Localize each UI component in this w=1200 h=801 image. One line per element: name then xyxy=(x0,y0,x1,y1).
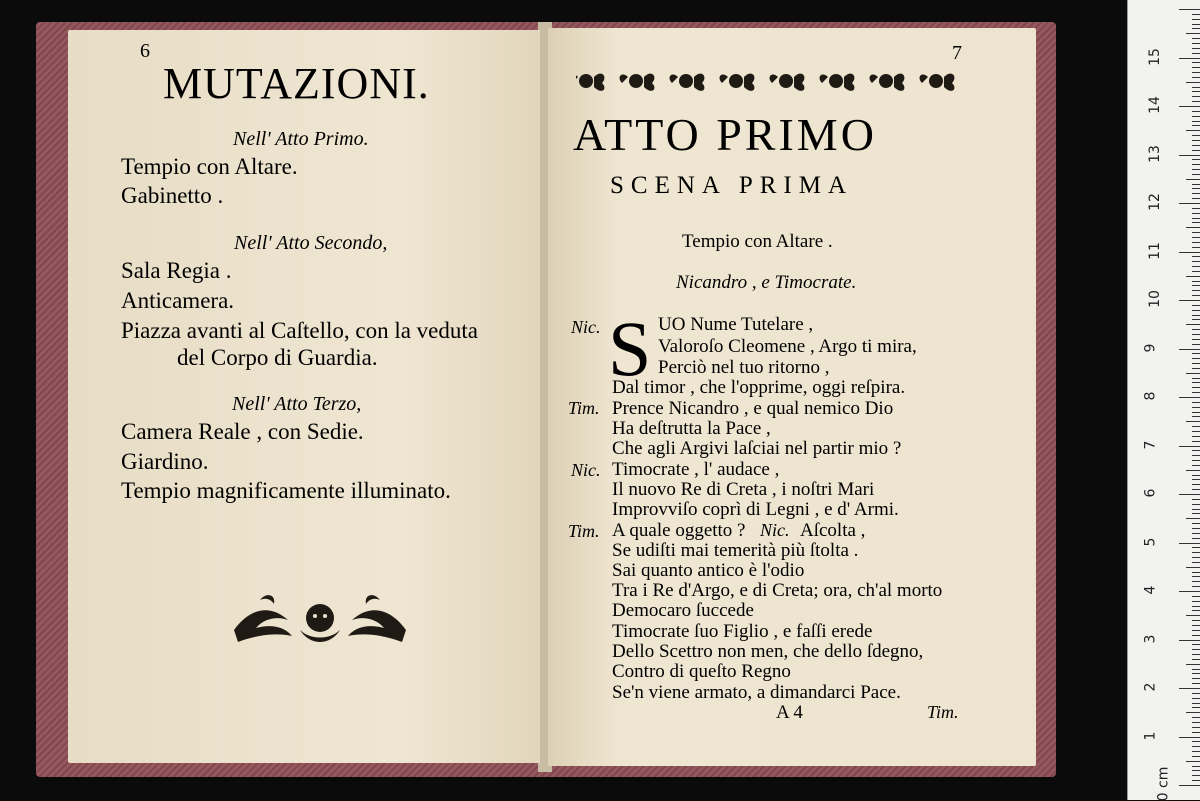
ruler-tick xyxy=(1192,654,1200,655)
ruler-tick xyxy=(1186,82,1200,83)
ruler-tick xyxy=(1192,509,1200,510)
ruler-tick xyxy=(1192,673,1200,674)
verse-line: Democaro ſuccede xyxy=(612,600,754,621)
ruler-label: 0 cm xyxy=(1155,766,1172,801)
ruler-tick xyxy=(1192,140,1200,141)
ruler-tick xyxy=(1192,499,1200,500)
ruler-tick xyxy=(1192,382,1200,383)
verse-line: Tra i Re d'Argo, e di Creta; ora, ch'al morto xyxy=(612,580,943,601)
ruler-tick xyxy=(1192,43,1200,44)
ruler-tick xyxy=(1192,353,1200,354)
ruler-tick xyxy=(1192,727,1200,728)
verse-line: Che agli Argivi laſciai nel partir mio ? xyxy=(612,438,902,459)
verse-line: Contro di queſto Regno xyxy=(612,661,791,682)
ruler-tick xyxy=(1192,135,1200,136)
ruler-label: 6 xyxy=(1142,488,1159,498)
verse-line: A quale oggetto ? xyxy=(612,520,746,541)
section-line: Anticamera. xyxy=(121,288,235,313)
ruler-tick xyxy=(1192,281,1200,282)
ruler-tick xyxy=(1192,460,1200,461)
ruler-label: 7 xyxy=(1142,440,1159,449)
ruler-tick xyxy=(1179,397,1200,398)
ruler-tick xyxy=(1192,412,1200,413)
ruler-tick xyxy=(1186,227,1200,228)
ruler-tick xyxy=(1179,543,1200,544)
ruler-tick xyxy=(1192,62,1200,63)
ruler-tick xyxy=(1192,538,1200,539)
ruler-label: 3 xyxy=(1142,634,1159,643)
verse-line: Prence Nicandro , e qual nemico Dio xyxy=(612,398,894,419)
ruler-tick xyxy=(1192,552,1200,553)
ruler-tick xyxy=(1192,528,1200,529)
ruler-tick xyxy=(1192,426,1200,427)
ruler-tick xyxy=(1192,746,1200,747)
ruler-tick xyxy=(1186,373,1200,374)
stage-setting: Tempio con Altare . xyxy=(682,231,833,252)
section-heading: Nell' Atto Terzo, xyxy=(232,393,362,415)
ruler-label: 8 xyxy=(1142,391,1159,401)
ruler-tick xyxy=(1192,387,1200,388)
ruler-tick xyxy=(1192,218,1200,219)
ruler-label: 11 xyxy=(1146,241,1163,260)
right-page-number: 7 xyxy=(952,42,962,64)
ruler-tick xyxy=(1192,91,1200,92)
speaker-label: Nic. xyxy=(571,317,601,337)
ruler-tick xyxy=(1192,77,1200,78)
ruler-tick xyxy=(1192,596,1200,597)
ruler-tick xyxy=(1192,402,1200,403)
ruler-tick xyxy=(1192,416,1200,417)
ruler-tick xyxy=(1192,213,1200,214)
ruler-tick xyxy=(1192,290,1200,291)
ruler-tick xyxy=(1179,58,1200,59)
ruler-tick xyxy=(1192,465,1200,466)
ruler-tick xyxy=(1179,300,1200,301)
ruler-tick xyxy=(1192,208,1200,209)
verse-line: Improvviſo coprì di Legni , e d' Armi. xyxy=(612,499,899,520)
ruler-tick xyxy=(1186,761,1200,762)
ruler-tick xyxy=(1186,712,1200,713)
ruler-tick xyxy=(1179,9,1200,10)
ruler-tick xyxy=(1186,567,1200,568)
ruler-tick xyxy=(1192,576,1200,577)
ruler-tick xyxy=(1179,591,1200,592)
ruler-tick xyxy=(1192,358,1200,359)
ruler-tick xyxy=(1192,693,1200,694)
verse-line: UO Nume Tutelare , xyxy=(658,314,814,335)
ruler-tick xyxy=(1192,625,1200,626)
ruler-tick xyxy=(1192,732,1200,733)
ruler-tick xyxy=(1179,688,1200,689)
ruler-label: 10 xyxy=(1146,290,1163,308)
ruler-tick xyxy=(1192,450,1200,451)
left-page-number: 6 xyxy=(140,40,150,62)
verse-line: Timocrate ſuo Figlio , e faſſi erede xyxy=(612,621,873,642)
ruler-tick xyxy=(1192,24,1200,25)
verse-line: Dello Scettro non men, che dello ſdegno, xyxy=(612,641,924,662)
verse-line: Dal timor , che l'opprime, oggi reſpira. xyxy=(612,377,906,398)
ruler-tick xyxy=(1192,87,1200,88)
ruler-tick xyxy=(1179,155,1200,156)
ruler-tick xyxy=(1192,193,1200,194)
section-line: del Corpo di Guardia. xyxy=(177,345,378,370)
ruler-tick xyxy=(1192,315,1200,316)
verse-line: Perciò nel tuo ritorno , xyxy=(658,357,830,378)
ruler-tick xyxy=(1192,455,1200,456)
ruler-tick xyxy=(1192,606,1200,607)
ruler-tick xyxy=(1192,14,1200,15)
ruler-tick xyxy=(1192,169,1200,170)
ruler-tick xyxy=(1192,770,1200,771)
ruler-tick xyxy=(1192,479,1200,480)
ruler-tick xyxy=(1192,722,1200,723)
ruler-tick xyxy=(1192,266,1200,267)
ruler-tick xyxy=(1192,630,1200,631)
scene-title: SCENA PRIMA xyxy=(610,172,854,199)
stage-characters: Nicandro , e Timocrate. xyxy=(676,272,857,293)
ruler-tick xyxy=(1192,150,1200,151)
ruler-label: 1 xyxy=(1142,731,1159,740)
ruler-tick xyxy=(1192,678,1200,679)
ruler-tick xyxy=(1192,121,1200,122)
ruler-tick xyxy=(1192,101,1200,102)
measurement-ruler xyxy=(1127,0,1200,800)
ruler-tick xyxy=(1192,368,1200,369)
section-line: Gabinetto . xyxy=(121,183,224,208)
ruler-tick xyxy=(1179,203,1200,204)
ruler-tick xyxy=(1192,232,1200,233)
floral-headpiece-icon xyxy=(576,66,978,96)
ruler-tick xyxy=(1192,649,1200,650)
ruler-tick xyxy=(1192,775,1200,776)
catchword: Tim. xyxy=(927,702,959,722)
ruler-tick xyxy=(1192,557,1200,558)
ruler-tick xyxy=(1186,179,1200,180)
ruler-tick xyxy=(1192,145,1200,146)
ruler-tick xyxy=(1192,703,1200,704)
ruler-tick xyxy=(1192,562,1200,563)
ruler-tick xyxy=(1192,484,1200,485)
ruler-tick xyxy=(1192,242,1200,243)
section-heading: Nell' Atto Primo. xyxy=(233,128,369,150)
left-page-title: MUTAZIONI. xyxy=(163,59,430,108)
ruler-tick xyxy=(1192,339,1200,340)
ruler-tick xyxy=(1179,349,1200,350)
ruler-tick xyxy=(1192,489,1200,490)
ruler-tick xyxy=(1192,644,1200,645)
ruler-tick xyxy=(1192,669,1200,670)
verse-line: Se'n viene armato, a dimandarci Pace. xyxy=(612,682,901,703)
ruler-tick xyxy=(1179,446,1200,447)
ruler-tick xyxy=(1192,19,1200,20)
ruler-tick xyxy=(1192,111,1200,112)
ruler-tick xyxy=(1186,33,1200,34)
ruler-tick xyxy=(1192,305,1200,306)
ruler-tick xyxy=(1192,751,1200,752)
verse-line: Timocrate , l' audace , xyxy=(612,459,780,480)
ruler-tick xyxy=(1192,581,1200,582)
ruler-tick xyxy=(1186,615,1200,616)
ruler-tick xyxy=(1192,436,1200,437)
ruler-tick xyxy=(1192,184,1200,185)
verse-line: Se udiſti mai temerità più ſtolta . xyxy=(612,540,859,561)
verse-line: Sai quanto antico è l'odio xyxy=(612,560,805,581)
ruler-tick xyxy=(1186,324,1200,325)
ruler-tick xyxy=(1192,741,1200,742)
ruler-tick xyxy=(1192,285,1200,286)
section-heading: Nell' Atto Secondo, xyxy=(234,232,388,254)
ruler-tick xyxy=(1186,130,1200,131)
verse-line: Ha deſtrutta la Pace , xyxy=(612,418,771,439)
ruler-tick xyxy=(1192,271,1200,272)
ruler-tick xyxy=(1192,586,1200,587)
section-line: Piazza avanti al Caſtello, con la veduta xyxy=(121,318,478,343)
ruler-tick xyxy=(1192,378,1200,379)
ruler-tick xyxy=(1192,247,1200,248)
ruler-tick xyxy=(1179,494,1200,495)
ruler-tick xyxy=(1192,441,1200,442)
angel-ornament-icon xyxy=(230,590,410,650)
ruler-tick xyxy=(1192,67,1200,68)
ruler-tick xyxy=(1179,785,1200,786)
ruler-label: 5 xyxy=(1142,537,1159,546)
ruler-tick xyxy=(1186,470,1200,471)
ruler-tick xyxy=(1192,601,1200,602)
ruler-tick xyxy=(1192,475,1200,476)
ruler-tick xyxy=(1192,72,1200,73)
ruler-tick xyxy=(1192,363,1200,364)
ruler-tick xyxy=(1192,295,1200,296)
ruler-tick xyxy=(1192,125,1200,126)
ruler-tick xyxy=(1192,116,1200,117)
ruler-tick xyxy=(1192,28,1200,29)
ruler-tick xyxy=(1179,737,1200,738)
ruler-tick xyxy=(1192,620,1200,621)
section-line: Tempio magnificamente illuminato. xyxy=(121,478,451,503)
speaker-label: Nic. xyxy=(760,520,790,540)
ruler-tick xyxy=(1192,174,1200,175)
ruler-tick xyxy=(1179,640,1200,641)
ruler-tick xyxy=(1192,38,1200,39)
ruler-tick xyxy=(1192,96,1200,97)
ruler-tick xyxy=(1192,334,1200,335)
ruler-tick xyxy=(1179,106,1200,107)
ruler-label: 4 xyxy=(1142,585,1159,595)
ruler-tick xyxy=(1192,780,1200,781)
ruler-label: 2 xyxy=(1142,682,1159,692)
ruler-tick xyxy=(1186,421,1200,422)
section-line: Tempio con Altare. xyxy=(121,154,298,179)
ruler-tick xyxy=(1186,518,1200,519)
ruler-tick xyxy=(1192,523,1200,524)
ruler-tick xyxy=(1192,407,1200,408)
ruler-tick xyxy=(1192,164,1200,165)
speaker-label: Nic. xyxy=(571,460,601,480)
ruler-tick xyxy=(1192,344,1200,345)
ruler-tick xyxy=(1192,261,1200,262)
signature-mark: A 4 xyxy=(776,702,803,723)
ruler-tick xyxy=(1192,222,1200,223)
section-line: Giardino. xyxy=(121,449,209,474)
ruler-tick xyxy=(1192,256,1200,257)
ruler-tick xyxy=(1192,707,1200,708)
ruler-tick xyxy=(1192,635,1200,636)
ruler-tick xyxy=(1192,683,1200,684)
verse-line: Il nuovo Re di Creta , i noſtri Mari xyxy=(612,479,875,500)
ruler-tick xyxy=(1192,513,1200,514)
act-title: ATTO PRIMO xyxy=(573,109,877,160)
ruler-tick xyxy=(1192,610,1200,611)
ruler-tick xyxy=(1192,392,1200,393)
verse-line: Aſcolta , xyxy=(800,520,866,541)
ruler-tick xyxy=(1192,188,1200,189)
ruler-label: 9 xyxy=(1142,343,1159,352)
ruler-tick xyxy=(1179,252,1200,253)
ruler-tick xyxy=(1192,198,1200,199)
ruler-tick xyxy=(1192,698,1200,699)
section-line: Sala Regia . xyxy=(121,258,232,283)
speaker-label: Tim. xyxy=(568,398,600,418)
ruler-label: 14 xyxy=(1146,96,1163,114)
ruler-tick xyxy=(1186,664,1200,665)
ruler-tick xyxy=(1192,48,1200,49)
ruler-tick xyxy=(1192,237,1200,238)
speaker-label: Tim. xyxy=(568,521,600,541)
drop-cap: S xyxy=(608,305,652,392)
ruler-tick xyxy=(1192,319,1200,320)
ruler-tick xyxy=(1192,310,1200,311)
ruler-tick xyxy=(1192,431,1200,432)
ruler-tick xyxy=(1192,547,1200,548)
ruler-label: 13 xyxy=(1146,144,1163,163)
ruler-tick xyxy=(1192,572,1200,573)
ruler-tick xyxy=(1192,756,1200,757)
verse-line: Valoroſo Cleomene , Argo ti mira, xyxy=(658,336,917,357)
ruler-tick xyxy=(1186,276,1200,277)
ruler-tick xyxy=(1192,329,1200,330)
ruler-tick xyxy=(1192,533,1200,534)
ruler-tick xyxy=(1192,717,1200,718)
ruler-tick xyxy=(1192,766,1200,767)
ruler-tick xyxy=(1192,53,1200,54)
ruler-tick xyxy=(1192,504,1200,505)
ruler-tick xyxy=(1192,159,1200,160)
ruler-tick xyxy=(1192,659,1200,660)
section-line: Camera Reale , con Sedie. xyxy=(121,419,364,444)
ruler-label: 15 xyxy=(1146,47,1163,66)
ruler-label: 12 xyxy=(1146,193,1163,211)
